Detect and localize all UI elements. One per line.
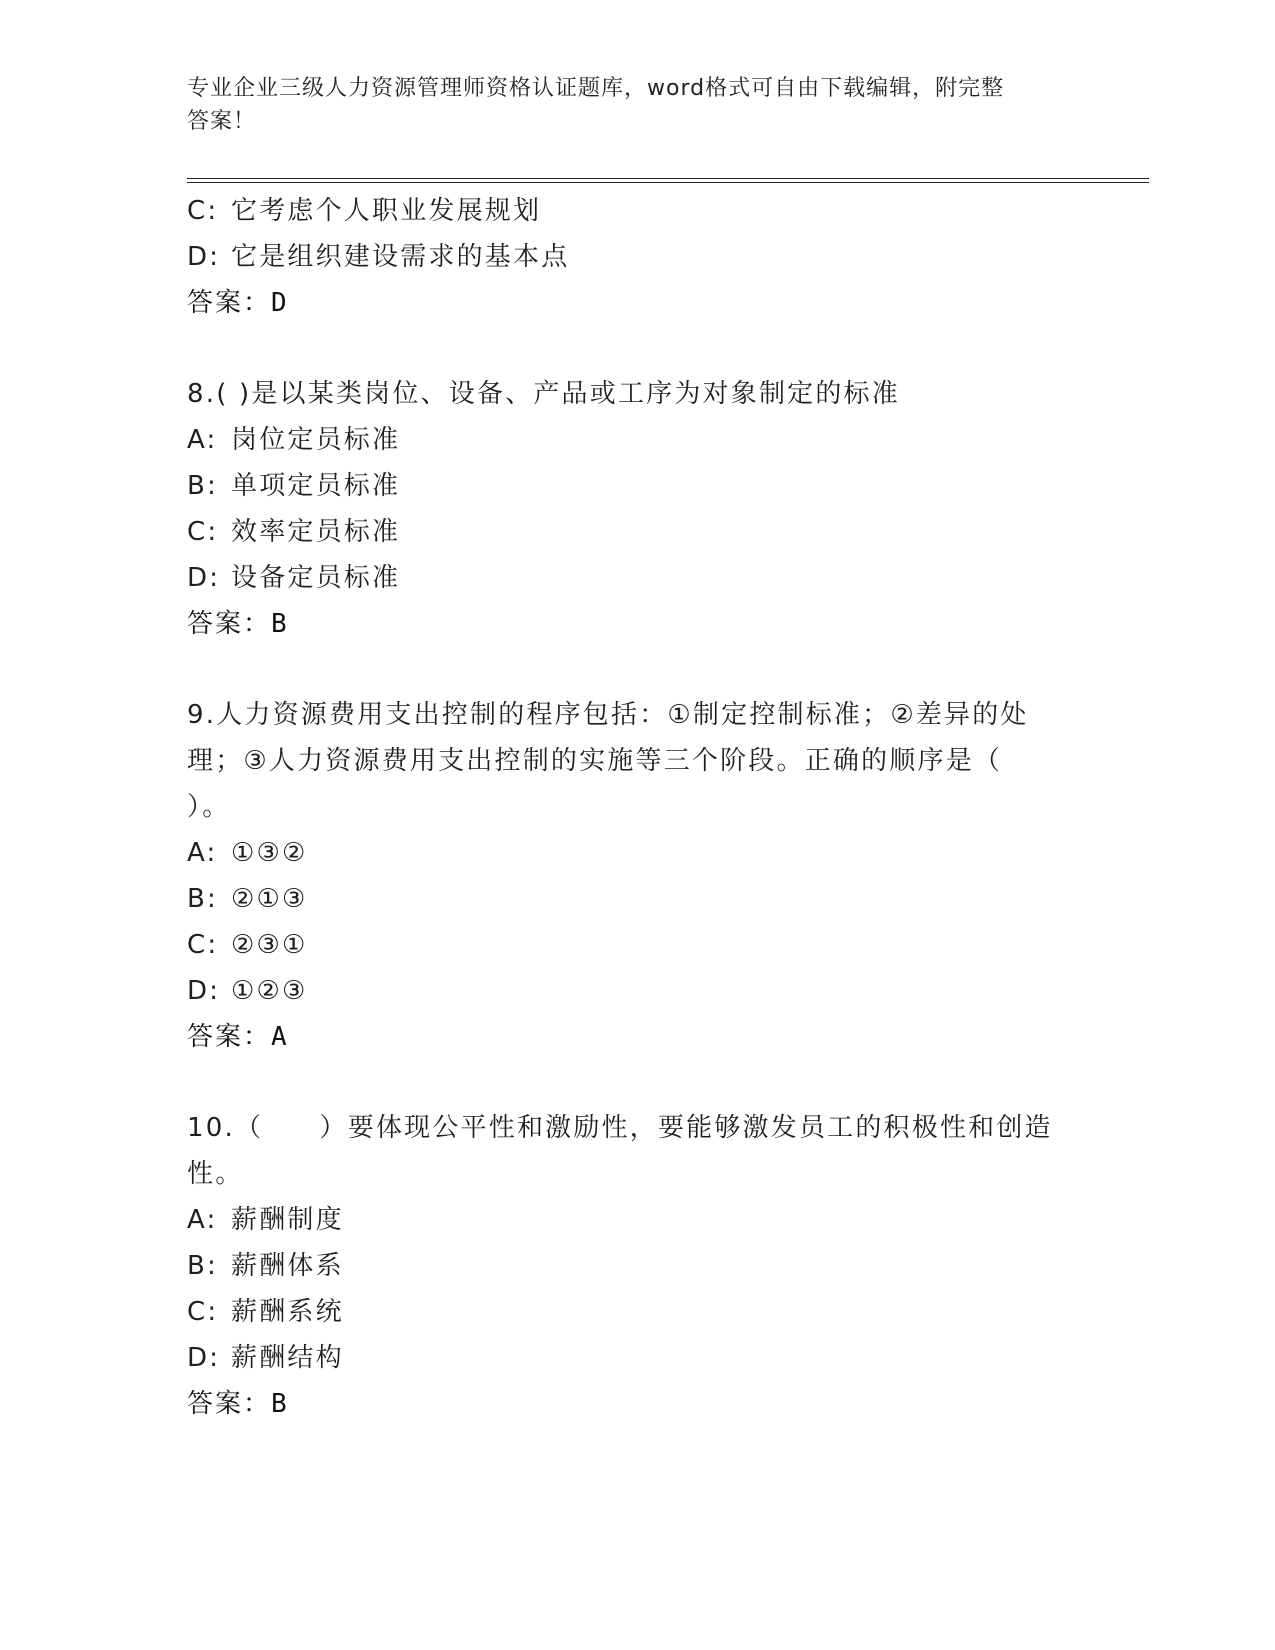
- answer-value: A: [271, 1022, 287, 1052]
- option-b: [187, 876, 1087, 922]
- option-text: ①②③: [231, 976, 308, 1006]
- question-7-tail: [187, 188, 1087, 326]
- option-b: [187, 463, 1087, 509]
- option-label: D:: [187, 563, 221, 593]
- header-rule-bottom: [187, 182, 1149, 183]
- answer-value: D: [271, 288, 287, 318]
- option-d: [187, 1335, 1087, 1381]
- option-text: 单项定员标准: [231, 471, 401, 501]
- option-text: 它是组织建设需求的基本点: [231, 242, 570, 272]
- option-label: A:: [187, 1205, 218, 1235]
- answer-line: [187, 1381, 1087, 1427]
- answer-label: 答案：: [187, 609, 272, 639]
- option-label: B:: [187, 471, 218, 501]
- option-text: 薪酬制度: [231, 1205, 344, 1235]
- question-8: [187, 371, 1087, 647]
- option-text: 薪酬结构: [231, 1343, 344, 1373]
- question-stem: 8.( )是以某类岗位、设备、产品或工序为对象制定的标准: [187, 379, 900, 409]
- option-label: D:: [187, 976, 221, 1006]
- option-label: C:: [187, 1297, 219, 1327]
- option-c: [187, 922, 1087, 968]
- answer-line: [187, 601, 1087, 647]
- question-9: [187, 692, 1087, 1060]
- question-stem-line-1: 10.（ ）要体现公平性和激励性，要能够激发员工的积极性和创造: [187, 1113, 1053, 1143]
- option-label: C:: [187, 196, 219, 226]
- answer-value: B: [271, 1389, 287, 1419]
- answer-label: 答案：: [187, 288, 272, 318]
- question-stem-line-1: 9.人力资源费用支出控制的程序包括：①制定控制标准；②差异的处: [187, 700, 1029, 730]
- option-text: 设备定员标准: [231, 563, 401, 593]
- question-stem-line-3: ）。: [187, 792, 231, 822]
- question-10: [187, 1105, 1087, 1427]
- answer-label: 答案：: [187, 1389, 272, 1419]
- header-line-1: 专业企业三级人力资源管理师资格认证题库，word格式可自由下载编辑，附完整: [187, 76, 1005, 101]
- option-c: [187, 1289, 1087, 1335]
- option-c: [187, 188, 1087, 234]
- question-stem-line-2: 性。: [187, 1159, 244, 1189]
- answer-line: [187, 280, 1087, 326]
- answer-label: 答案：: [187, 1022, 272, 1052]
- option-a: [187, 1197, 1087, 1243]
- header-line-2: 答案！: [187, 109, 257, 134]
- option-label: C:: [187, 517, 219, 547]
- option-text: 效率定员标准: [231, 517, 401, 547]
- option-text: 岗位定员标准: [231, 425, 401, 455]
- option-label: A:: [187, 425, 218, 455]
- option-label: D:: [187, 242, 221, 272]
- option-label: D:: [187, 1343, 221, 1373]
- option-label: A:: [187, 838, 218, 868]
- option-b: [187, 1243, 1087, 1289]
- header-rule-top: [187, 178, 1149, 179]
- option-label: B:: [187, 884, 218, 914]
- option-text: ①③②: [231, 838, 308, 868]
- page-header: [187, 72, 1077, 138]
- option-d: [187, 968, 1087, 1014]
- option-label: C:: [187, 930, 219, 960]
- answer-value: B: [271, 609, 287, 639]
- option-a: [187, 417, 1087, 463]
- option-a: [187, 830, 1087, 876]
- option-text: 它考虑个人职业发展规划: [231, 196, 542, 226]
- option-d: [187, 234, 1087, 280]
- option-label: B:: [187, 1251, 218, 1281]
- option-text: 薪酬系统: [231, 1297, 344, 1327]
- option-text: ②①③: [231, 884, 308, 914]
- option-text: 薪酬体系: [231, 1251, 344, 1281]
- question-stem-line-2: 理；③人力资源费用支出控制的实施等三个阶段。正确的顺序是（: [187, 746, 1003, 776]
- option-c: [187, 509, 1087, 555]
- answer-line: [187, 1014, 1087, 1060]
- option-text: ②③①: [231, 930, 308, 960]
- option-d: [187, 555, 1087, 601]
- question-list: [187, 188, 1087, 1427]
